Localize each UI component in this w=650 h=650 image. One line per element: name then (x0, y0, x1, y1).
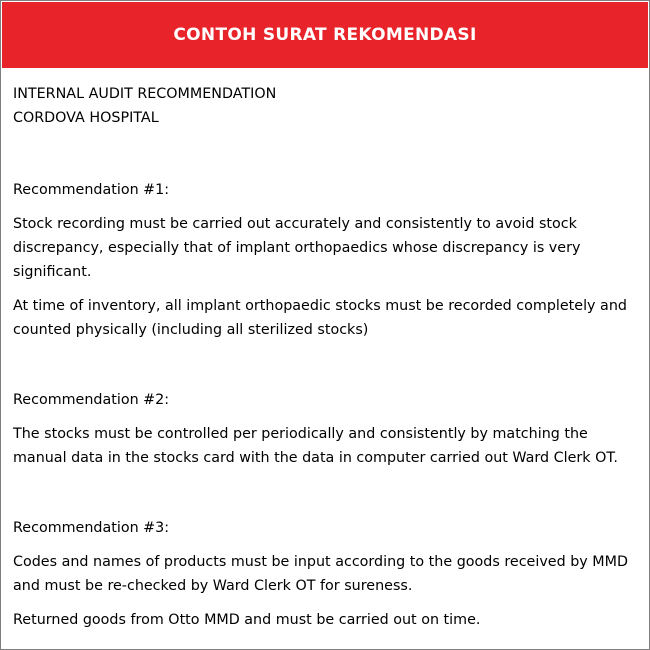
header-banner (2, 2, 648, 68)
recommendation-2 (13, 388, 639, 470)
recommendation-paragraph: At time of inventory, all implant orthopaedic stocks must be recorded completely and counted physically (including all sterilized stocks) (13, 298, 627, 338)
recommendation-heading: Recommendation #3: (13, 520, 170, 536)
document-body (13, 82, 639, 632)
recommendation-3 (13, 516, 639, 632)
header-title: CONTOH SURAT REKOMENDASI (173, 25, 477, 45)
document-type-line: INTERNAL AUDIT RECOMMENDATION (13, 86, 277, 102)
recommendation-1 (13, 178, 639, 342)
organization-line: CORDOVA HOSPITAL (13, 110, 159, 126)
recommendation-heading: Recommendation #2: (13, 392, 170, 408)
recommendation-paragraph: Returned goods from Otto MMD and must be carried out on time. (13, 612, 481, 628)
recommendation-paragraph: Stock recording must be carried out accurately and consistently to avoid stock discrepancy, especially that of implant orthopaedics whose discrepancy is very significant. (13, 216, 581, 280)
document-heading-block (13, 82, 639, 130)
recommendation-heading: Recommendation #1: (13, 182, 170, 198)
recommendation-paragraph: Codes and names of products must be input according to the goods received by MMD and must be re-checked by Ward Clerk OT for sureness. (13, 554, 628, 594)
recommendation-paragraph: The stocks must be controlled per periodically and consistently by matching the manual data in the stocks card with the data in computer carried out Ward Clerk OT. (13, 426, 618, 466)
